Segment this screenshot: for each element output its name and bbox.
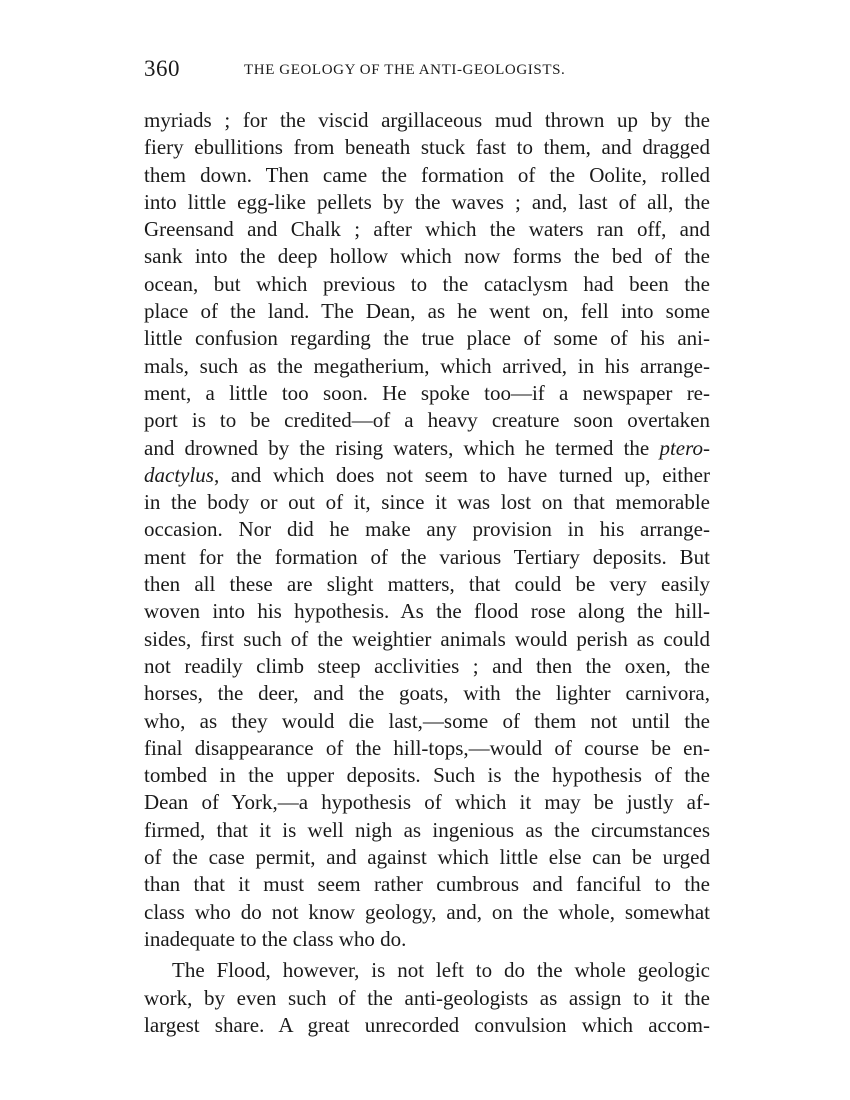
page-number: 360 [144,56,180,81]
running-head: THE GEOLOGY OF THE ANTI-GEOLOGISTS. [244,62,566,78]
text-line: horses, the deer, and the goats, with the lighter carnivora, [144,681,710,706]
text-line: place of the land. The Dean, as he went on, fell into some [144,299,710,324]
text-line: class who do not know geology, and, on the whole, somewhat [144,899,710,924]
paragraph-1 [144,107,710,953]
body-text [144,107,710,1039]
text-line: in the body or out of it, since it was lost on that memorable [144,490,710,515]
text-line: ocean, but which previous to the cataclysm had been the [144,271,710,296]
text-line: ment, a little too soon. He spoke too—if a newspaper re- [144,380,710,405]
text-line: sank into the deep hollow which now forms the bed of the [144,244,710,269]
text-line: not readily climb steep acclivities ; and then the oxen, the [144,653,710,678]
text-line: Dean of York,—a hypothesis of which it may be justly af- [144,790,710,815]
text-line: tombed in the upper deposits. Such is the hypothesis of the [144,763,710,788]
text-line: little confusion regarding the true place of some of his ani- [144,326,710,351]
text-line: myriads ; for the viscid argillaceous mud thrown up by the [144,108,710,132]
text-line: them down. Then came the formation of the Oolite, rolled [144,162,710,187]
text-line: mals, such as the megatherium, which arrived, in his arrange- [144,353,710,378]
text-line: and drowned by the rising waters, which he termed the ptero- [144,435,710,460]
text-line: firmed, that it is well nigh as ingenious as the circumstances [144,817,710,842]
text-line: largest share. A great unrecorded convulsion which accom- [144,1012,710,1037]
text-line: occasion. Nor did he make any provision in his arrange- [144,517,710,542]
text-line: fiery ebullitions from beneath stuck fast to them, and dragged [144,135,710,160]
text-line: woven into his hypothesis. As the flood rose along the hill- [144,599,710,624]
text-line: into little egg-like pellets by the waves ; and, last of all, the [144,189,710,214]
text-line: sides, first such of the weightier animals would perish as could [144,626,710,651]
text-line: then all these are slight matters, that could be very easily [144,572,710,597]
text-line: Greensand and Chalk ; after which the waters ran off, and [144,217,710,242]
text-line: The Flood, however, is not left to do the whole geologic [172,958,710,983]
paragraph-2 [144,957,710,1039]
text-line: inadequate to the class who do. [144,926,407,951]
text-line: than that it must seem rather cumbrous and fanciful to the [144,872,710,897]
text-line: of the case permit, and against which little else can be urged [144,845,710,870]
text-line: work, by even such of the anti-geologists as assign to it the [144,985,710,1010]
page-header [144,56,710,86]
text-line: ment for the formation of the various Tertiary deposits. But [144,544,710,569]
text-line: final disappearance of the hill-tops,—would of course be en- [144,735,710,760]
text-line: who, as they would die last,—some of them not until the [144,708,710,733]
text-line: port is to be credited—of a heavy creature soon overtaken [144,408,710,433]
text-line: dactylus, and which does not seem to have turned up, either [144,462,710,487]
